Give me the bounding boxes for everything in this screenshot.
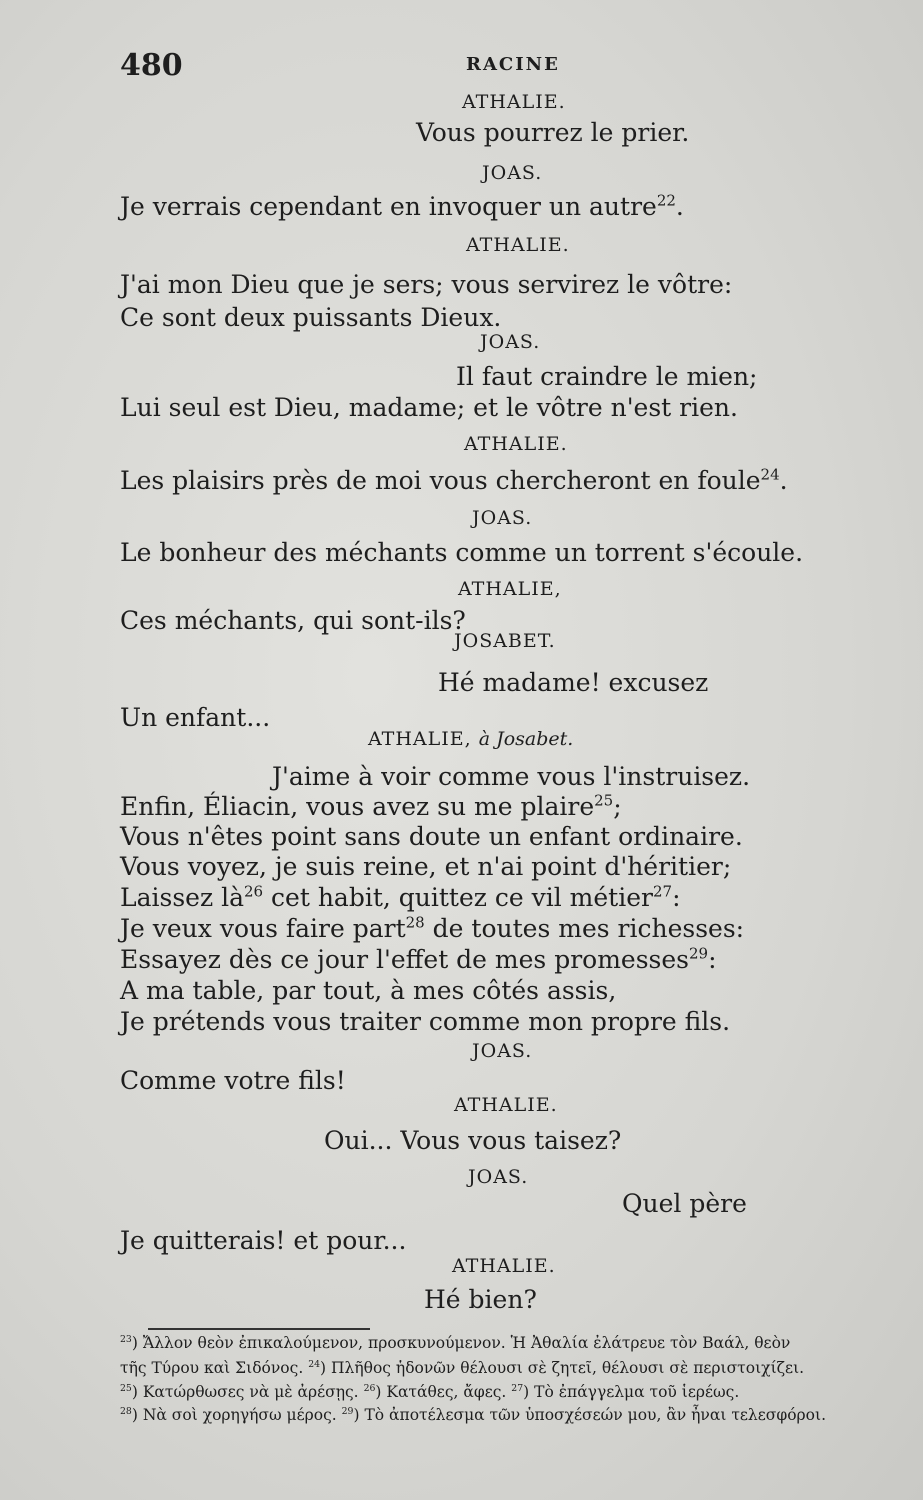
speaker-label: JOAS. [480, 331, 541, 353]
footnote-ref: 29 [689, 944, 709, 963]
speaker-label: JOAS. [482, 162, 543, 184]
verse-line: Il faut craindre le mien; [456, 362, 758, 391]
speaker-label: JOSABET. [454, 630, 556, 652]
verse-line: Hé madame! excusez [438, 668, 709, 697]
verse-line: Lui seul est Dieu, madame; et le vôtre n'est rien. [120, 393, 738, 422]
speaker-label: ATHALIE, à Josabet. [368, 728, 574, 750]
verse-line: Essayez dès ce jour l'effet de mes promesses$^{29}$: [120, 944, 717, 974]
speaker-label: JOAS. [472, 507, 533, 529]
verse-line: Laissez $là^{26}$ cet habit, quittez ce vil métier$^{27}$: [120, 882, 681, 912]
verse-line: Je veux vous faire part$^{28}$ de toutes mes richesses: [120, 913, 745, 943]
footnote-ref: 25 [594, 791, 614, 810]
footnote: $^{25}$) Κατώρθωσες νὰ μὲ ἀρέσῃς. $^{26}$) Κατάθες, ἄφες. $^{27}$) Τὸ ἐπάγγελμα τοῦ ἱερέως. [120, 1382, 740, 1401]
verse-line: Je prétends vous traiter comme mon propre fils. [120, 1007, 731, 1036]
speaker-label: JOAS. [468, 1166, 529, 1188]
running-head: RACINE [466, 54, 560, 75]
verse-line: Le bonheur des méchants comme un torrent s'écoule. [120, 538, 804, 567]
footnote-rule [148, 1328, 370, 1330]
verse-line: Ces méchants, qui sont-ils? [120, 606, 466, 635]
verse-line: Vous voyez, je suis reine, et n'ai point d'héritier; [120, 852, 732, 881]
verse-line: Je quitterais! et pour... [120, 1226, 407, 1255]
verse-line: A ma table, par tout, à mes côtés assis, [120, 976, 617, 1005]
verse-line: Je verrais cependant en invoquer un autre$^{22}$. [120, 191, 684, 221]
verse-line: Enfin, Éliacin, vous avez su me plaire$^{25}$; [120, 791, 622, 821]
verse-line: J'aime à voir comme vous l'instruisez. [272, 762, 751, 791]
verse-line: Vous pourrez le prier. [416, 118, 690, 147]
footnote-ref: 28 [405, 913, 425, 932]
stage-direction: à Josabet. [478, 728, 574, 750]
verse-line: Oui... Vous vous taisez? [324, 1126, 622, 1155]
footnote: $^{28}$) Νὰ σοὶ χορηγήσω μέρος. $^{29}$) Τὸ ἀποτέλεσμα τῶν ὑποσχέσεών μου, ἂν ἦναι τελεσφόροι. [120, 1405, 827, 1424]
speaker-label: ATHALIE. [452, 1255, 556, 1277]
verse-line: Ce sont deux puissants Dieux. [120, 303, 502, 332]
footnote: $^{23}$) Ἄλλον θεὸν ἐπικαλούμενον, προσκυνούμενον. Ἡ Ἀθαλία ἐλάτρευε τὸν Βαάλ, θεὸν [120, 1333, 791, 1352]
footnote-ref: 22 [656, 191, 676, 210]
verse-line: Les plaisirs près de moi vous chercheront en foule$^{24}$. [120, 465, 788, 495]
footnote-ref: 27 [652, 882, 673, 901]
speaker-label: ATHALIE. [464, 433, 568, 455]
verse-line: Quel père [622, 1189, 747, 1218]
speaker-label: ATHALIE. [454, 1094, 558, 1116]
verse-line: Comme votre fils! [120, 1066, 346, 1095]
verse-line: Un enfant... [120, 703, 271, 732]
speaker-label: ATHALIE. [466, 234, 570, 256]
verse-line: Vous n'êtes point sans doute un enfant ordinaire. [120, 822, 743, 851]
verse-line: J'ai mon Dieu que je sers; vous servirez le vôtre: [120, 270, 733, 299]
footnote: τῆς Τύρου καὶ Σιδόνος. $^{24}$) Πλῆθος ἡδονῶν θέλουσι σὲ ζητεῖ, θέλουσι σὲ περιστοιχίζει. [120, 1358, 805, 1377]
speaker-label: ATHALIE. [462, 91, 566, 113]
page-number: 480 [120, 48, 183, 83]
footnote-ref: 26 [243, 882, 264, 901]
footnote-ref: 24 [760, 465, 780, 484]
verse-line: Hé bien? [424, 1285, 537, 1314]
speaker-label: JOAS. [472, 1040, 533, 1062]
speaker-label: ATHALIE, [458, 578, 562, 600]
